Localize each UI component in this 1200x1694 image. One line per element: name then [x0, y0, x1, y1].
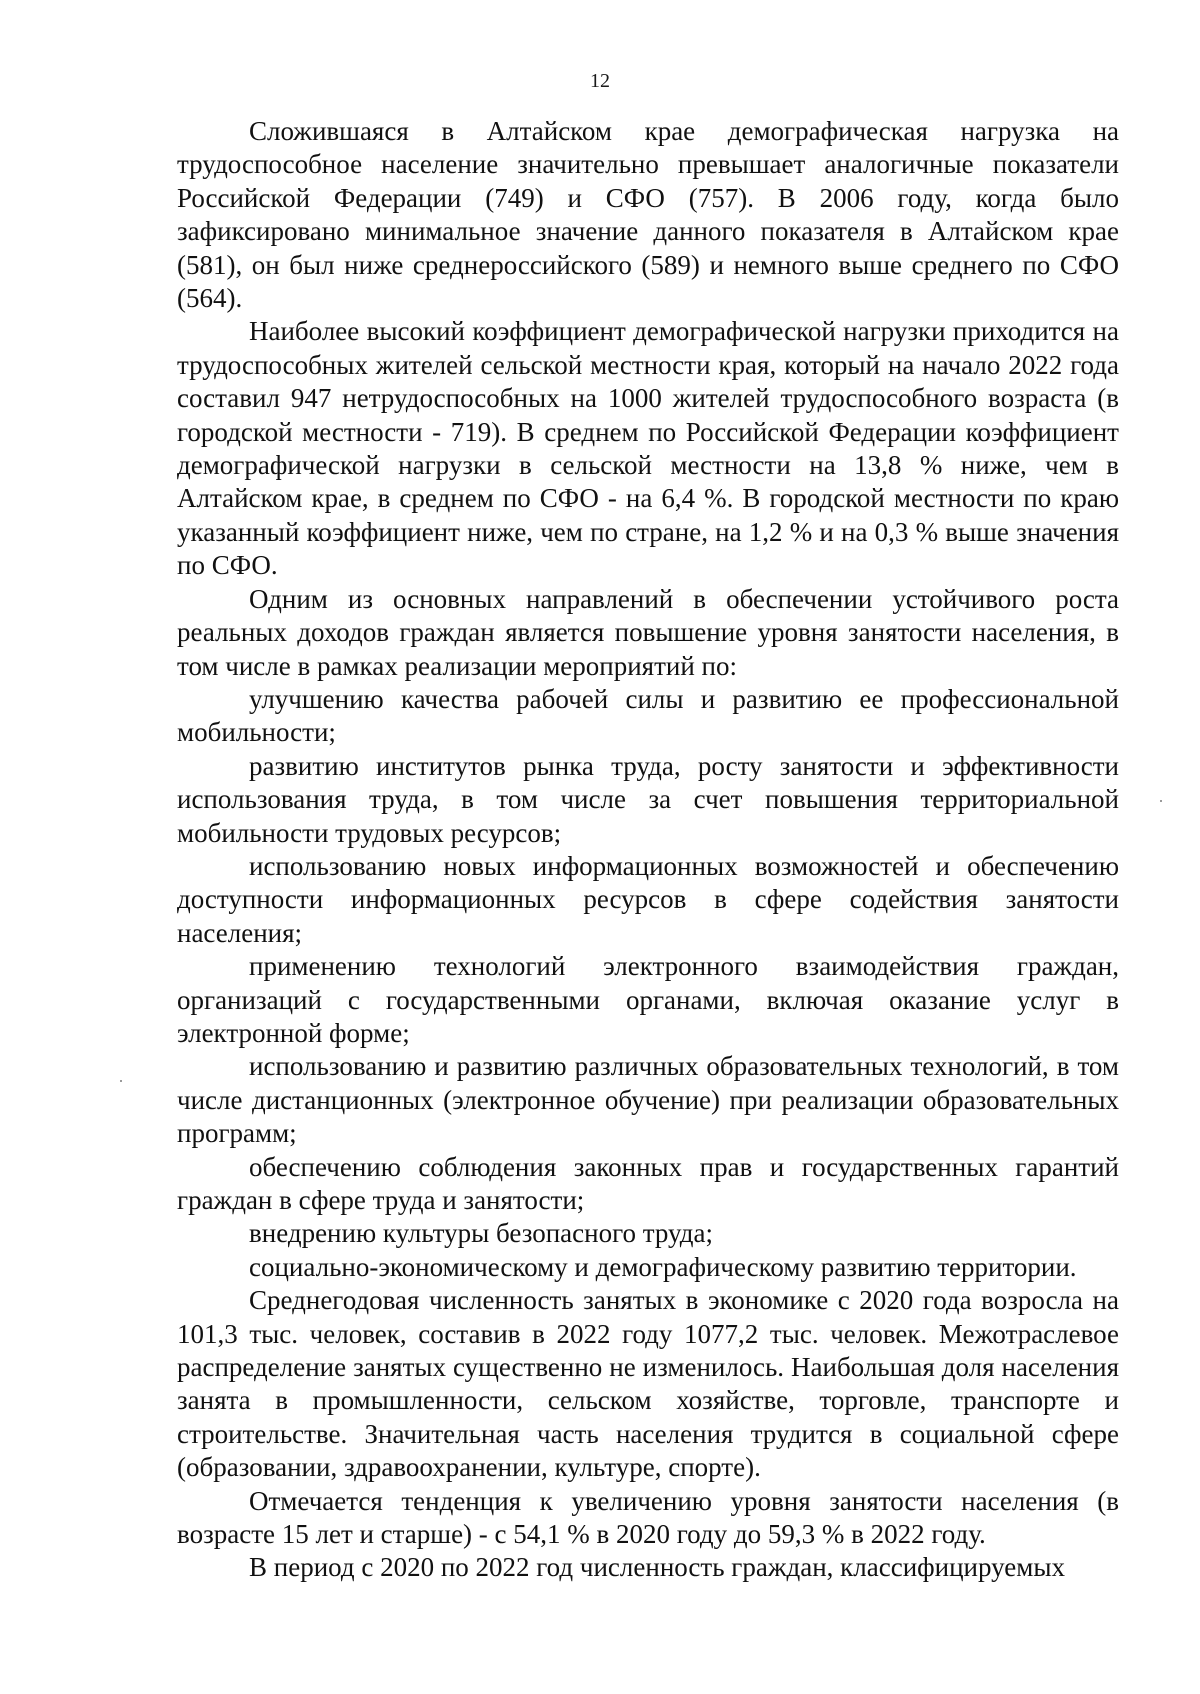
- paragraph-employment-directions: Одним из основных направлений в обеспечении устойчивого роста реальных доходов граждан является повышение уровня занятости населения, в том числе в рамках реализации мероприятий по:: [177, 583, 1119, 681]
- paragraph-classified-citizens: В период с 2020 по 2022 год численность граждан, классифицируемых: [249, 1552, 1065, 1583]
- list-item-legal-rights: обеспечению соблюдения законных прав и государственных гарантий граждан в сфере труда и занятости;: [177, 1151, 1119, 1215]
- page-number: 12: [590, 70, 610, 92]
- list-item-labor-market: развитию институтов рынка труда, росту занятости и эффективности использования труда, в том числе за счет повышения территориальной мобильности трудовых ресурсов;: [177, 750, 1119, 848]
- paragraph-employment-numbers: Среднегодовая численность занятых в экономике с 2020 года возросла на 101,3 тыс. человек, составив в 2022 году 1077,2 тыс. человек. Межотраслевое распределение занятых существенно не изменилось. Наибольшая доля населения занята в промышленности, сельском хозяйстве, торговле, транспорте и строительстве. Значительная часть населения трудится в социальной сфере (образовании, здравоохранении, культуре, спорте).: [177, 1285, 1119, 1483]
- body-text: [177, 115, 1119, 1585]
- list-item-information-resources: использованию новых информационных возможностей и обеспечению доступности информационных ресурсов в сфере содействия занятости населения;: [177, 850, 1119, 948]
- paragraph-employment-rate: Отмечается тенденция к увеличению уровня занятости населения (в возрасте 15 лет и старше) - с 54,1 % в 2020 году до 59,3 % в 2022 году.: [177, 1485, 1119, 1550]
- list-item-safe-labor: внедрению культуры безопасного труда;: [249, 1218, 714, 1249]
- scan-speck: [120, 1080, 122, 1082]
- paragraph-rural-coefficient: Наиболее высокий коэффициент демографической нагрузки приходится на трудоспособных жителей сельской местности края, который на начало 2022 года составил 947 нетрудоспособных на 1000 жителей трудоспособного возраста (в городской местности - 719). В среднем по Российской Федерации коэффициент демографической нагрузки в сельской местности на 13,8 % ниже, чем в Алтайском крае, в среднем по СФО - на 6,4 %. В городской местности по краю указанный коэффициент ниже, чем по стране, на 1,2 % и на 0,3 % выше значения по СФО.: [177, 316, 1119, 581]
- list-item-territory-development: социально-экономическому и демографическому развитию территории.: [249, 1251, 1077, 1282]
- list-item-electronic-interaction: применению технологий электронного взаимодействия граждан, организаций с государственными органами, включая оказание услуг в электронной форме;: [177, 951, 1119, 1048]
- scan-speck: [1160, 800, 1162, 802]
- list-item-educational-technologies: использованию и развитию различных образовательных технологий, в том числе дистанционных (электронное обучение) при реализации образовательных программ;: [177, 1051, 1119, 1149]
- paragraph-demographic-load: Сложившаяся в Алтайском крае демографическая нагрузка на трудоспособное население значительно превышает аналогичные показатели Российской Федерации (749) и СФО (757). В 2006 году, когда было зафиксировано минимальное значение данного показателя в Алтайском крае (581), он был ниже среднероссийского (589) и немного выше среднего по СФО (564).: [177, 116, 1119, 314]
- list-item-workforce-quality: улучшению качества рабочей силы и развитию ее профессиональной мобильности;: [177, 683, 1119, 748]
